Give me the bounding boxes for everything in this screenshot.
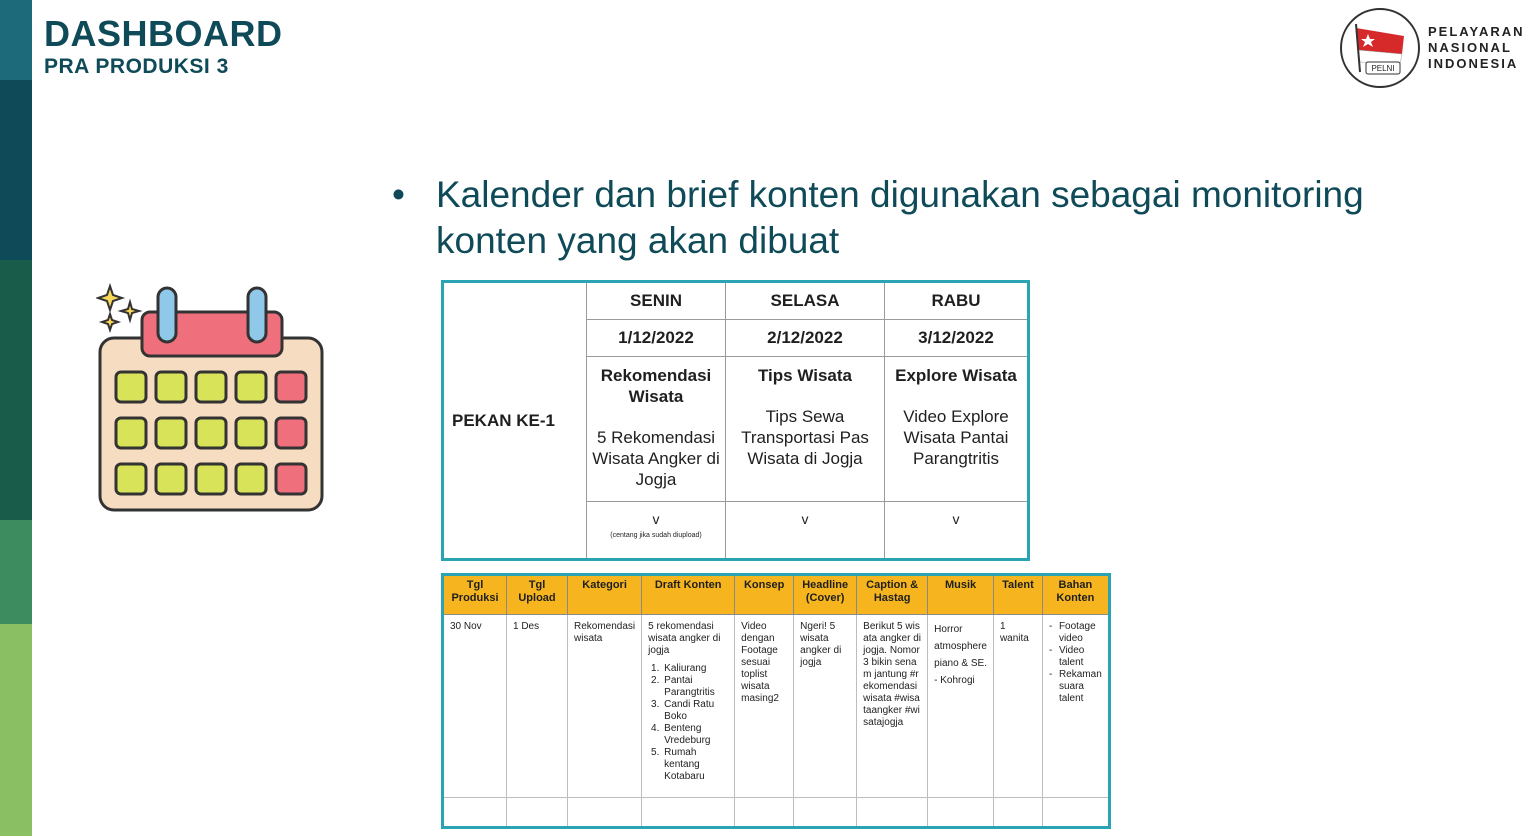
brief-title: Rekomendasi Wisata bbox=[600, 366, 712, 406]
upload-check-mark: v bbox=[952, 511, 960, 527]
list-item: 3. Candi Ratu Boko bbox=[662, 699, 728, 723]
week-row-label: PEKAN KE-1 bbox=[443, 282, 587, 560]
company-name bbox=[1428, 24, 1525, 72]
pelni-emblem-icon bbox=[1340, 8, 1420, 88]
bullet-text: Kalender dan brief konten digunakan sebagai monitoring konten yang akan dibuat bbox=[436, 174, 1364, 261]
day-header: RABU bbox=[885, 282, 1029, 320]
date-cell: 3/12/2022 bbox=[885, 320, 1029, 357]
headline-cell: Ngeri! 5 wisata angker di jogja bbox=[794, 615, 857, 798]
konsep-cell: Video dengan Footage sesuai toplist wisata masing2 bbox=[735, 615, 794, 798]
left-color-strip bbox=[0, 0, 32, 836]
date-cell: 2/12/2022 bbox=[726, 320, 885, 357]
list-item: 5. Rumah kentang Kotabaru bbox=[662, 747, 728, 783]
day-header: SELASA bbox=[726, 282, 885, 320]
page-title-block bbox=[44, 14, 283, 80]
upload-check-mark: v bbox=[801, 511, 809, 527]
list-item: - Rekaman suara talent bbox=[1059, 669, 1102, 705]
caption-cell: Berikut 5 wisata angker di jogja. Nomor 3 bikin senam jantung #rekomendasiwisata #wisataangker #wisatajogja bbox=[857, 615, 928, 798]
list-item: 2. Pantai Parangtritis bbox=[662, 675, 728, 699]
pelni-logo bbox=[1340, 8, 1530, 88]
brief-cell bbox=[726, 357, 885, 502]
brief-title: Tips Wisata bbox=[757, 366, 852, 385]
page-subtitle: PRA PRODUKSI 3 bbox=[44, 55, 229, 78]
bullet-symbol: • bbox=[392, 174, 405, 215]
talent-cell: 1 wanita bbox=[993, 615, 1042, 798]
musik-cell: Horror atmosphere piano & SE. - Kohrogi bbox=[928, 615, 994, 798]
upload-check-cell bbox=[885, 502, 1029, 560]
date-cell: 1/12/2022 bbox=[587, 320, 726, 357]
bahan-konten-cell bbox=[1042, 615, 1109, 798]
brief-description: Tips Sewa Transportasi Pas Wisata di Jogja bbox=[741, 407, 869, 468]
table-row bbox=[443, 615, 1110, 798]
list-item: - Footage video bbox=[1059, 621, 1102, 645]
draft-konten-cell bbox=[642, 615, 735, 798]
column-header: Draft Konten bbox=[642, 575, 735, 615]
column-header: Musik bbox=[928, 575, 994, 615]
brief-cell bbox=[587, 357, 726, 502]
draft-list bbox=[648, 663, 728, 783]
page-title: DASHBOARD bbox=[44, 13, 283, 54]
column-header: Headline (Cover) bbox=[794, 575, 857, 615]
bahan-list bbox=[1049, 621, 1102, 705]
upload-check-mark: v bbox=[652, 511, 660, 527]
list-item: 4. Benteng Vredeburg bbox=[662, 723, 728, 747]
upload-check-note: (centang jika sudah diupload) bbox=[610, 532, 702, 539]
column-header: Konsep bbox=[735, 575, 794, 615]
company-name-line: PELAYARAN bbox=[1428, 24, 1525, 39]
table-row-empty bbox=[443, 798, 1110, 828]
tgl-upload-cell: 1 Des bbox=[507, 615, 568, 798]
calendar-illustration-icon bbox=[96, 282, 336, 522]
brief-description: Video Explore Wisata Pantai Parangtritis bbox=[903, 407, 1009, 468]
list-item: 1. Kaliurang bbox=[662, 663, 728, 675]
company-name-line: NASIONAL bbox=[1428, 40, 1512, 55]
brief-cell bbox=[885, 357, 1029, 502]
upload-check-cell bbox=[587, 502, 726, 560]
kategori-cell: Rekomendasi wisata bbox=[568, 615, 642, 798]
column-header: Talent bbox=[993, 575, 1042, 615]
column-header: Tgl Produksi bbox=[443, 575, 507, 615]
upload-check-cell bbox=[726, 502, 885, 560]
weekly-calendar-table bbox=[441, 280, 1030, 561]
list-item: - Video talent bbox=[1059, 645, 1102, 669]
brief-description: 5 Rekomendasi Wisata Angker di Jogja bbox=[592, 428, 720, 489]
company-name-line: INDONESIA bbox=[1428, 56, 1519, 71]
column-header: Caption & Hastag bbox=[857, 575, 928, 615]
brief-title: Explore Wisata bbox=[895, 366, 1017, 385]
day-header: SENIN bbox=[587, 282, 726, 320]
draft-intro: 5 rekomendasi wisata angker di jogja bbox=[648, 621, 721, 656]
content-brief-table bbox=[441, 573, 1111, 829]
tgl-produksi-cell: 30 Nov bbox=[443, 615, 507, 798]
pelni-badge-text: PELNI bbox=[1371, 64, 1395, 73]
column-header: Kategori bbox=[568, 575, 642, 615]
column-header: Bahan Konten bbox=[1042, 575, 1109, 615]
column-header: Tgl Upload bbox=[507, 575, 568, 615]
